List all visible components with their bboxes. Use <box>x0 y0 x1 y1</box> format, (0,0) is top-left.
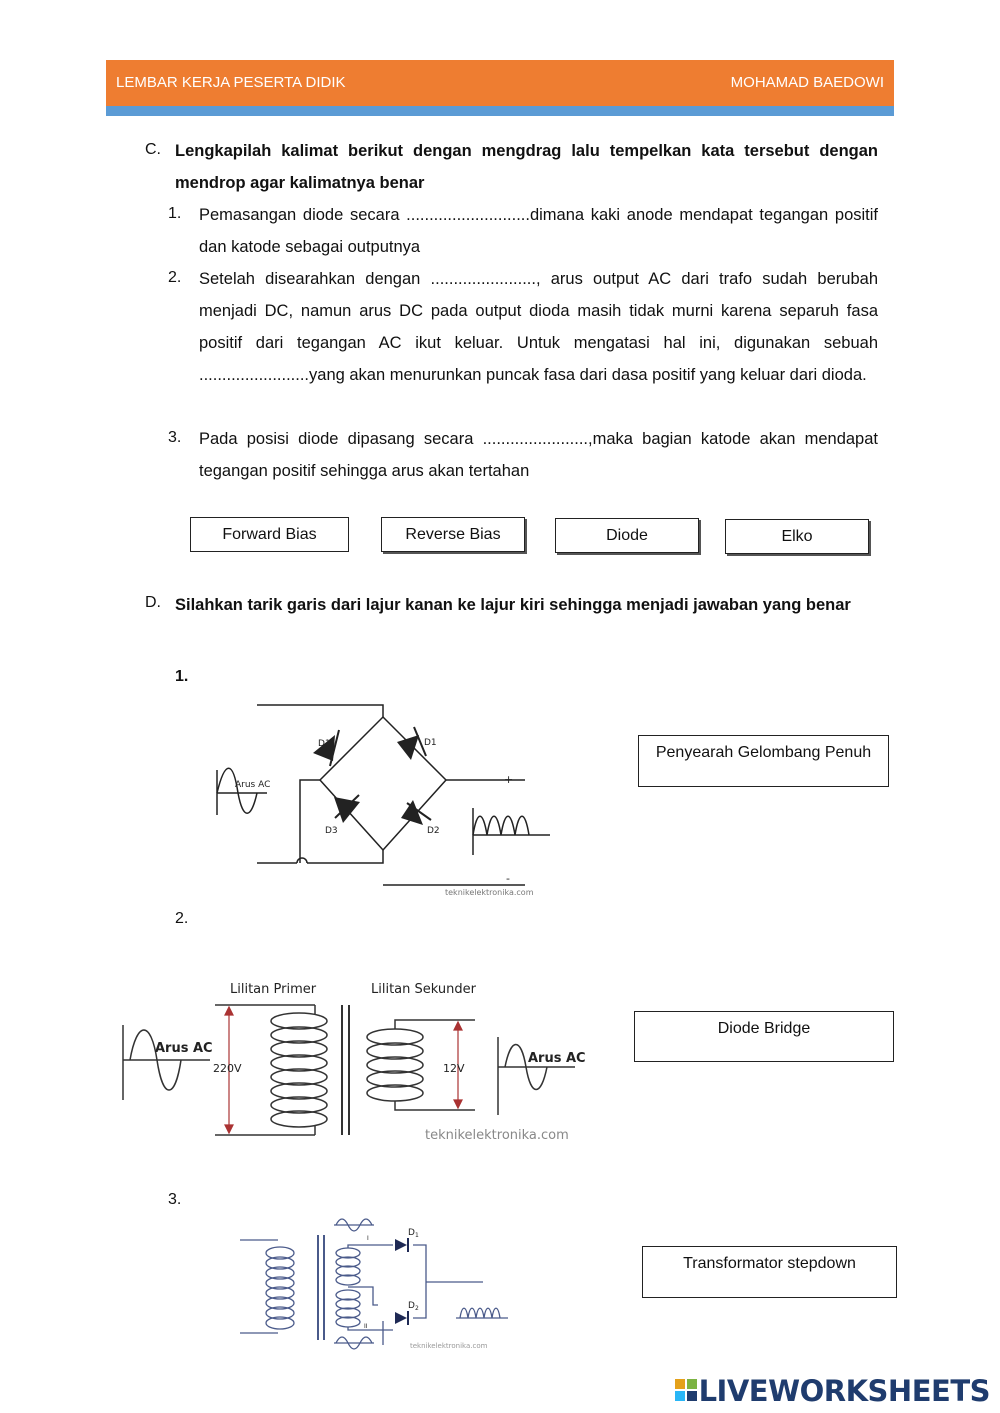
label-d3: D3 <box>325 826 338 836</box>
drag-option-reverse-bias[interactable]: Reverse Bias <box>381 517 525 552</box>
watermark-1: teknikelektronika.com <box>445 888 534 897</box>
diagram-bridge-rectifier <box>205 690 575 905</box>
header-title: LEMBAR KERJA PESERTA DIDIK <box>116 74 346 91</box>
drag-option-forward-bias[interactable]: Forward Bias <box>190 517 349 552</box>
section-c-title: Lengkapilah kalimat berikut dengan mengdrag lalu tempelkan kata tersebut dengan mendrop agar kalimatnya benar <box>175 142 878 192</box>
label-d2: $D_2$ <box>408 1301 419 1312</box>
section-d-title: Silahkan tarik garis dari lajur kanan ke lajur kiri sehingga menjadi jawaban yang benar <box>175 596 851 614</box>
watermark-3: teknikelektronika.com <box>410 1342 488 1350</box>
answer-diode-bridge[interactable]: Diode Bridge <box>634 1011 894 1062</box>
label-winding-1: I <box>367 1235 369 1242</box>
header-accent-bar <box>106 106 894 116</box>
item-2-text: Setelah disearahkan dengan ......................., arus output AC dari trafo sudah berubah menjadi DC, namun arus DC pada output dioda masih tidak murni karena separuh fasa positif dari tegangan AC ikut keluar. Untuk mengatasi hal ini, digunakan sebuah ........................yang akan menurunkan puncak fasa dari dasa positif yang keluar dari dioda. <box>199 270 878 384</box>
item-3-number: 3. <box>168 429 182 446</box>
diagram-1-number: 1. <box>175 668 189 685</box>
item-2-number: 2. <box>168 269 182 286</box>
label-lilitan-sekunder: Lilitan Sekunder <box>371 982 476 997</box>
item-1-text: Pemasangan diode secara ...........................dimana kaki anode mendapat tegangan positif dan katode sebagai outputnya <box>199 206 878 256</box>
label-d2: D2 <box>427 826 440 836</box>
liveworksheets-logo-icon <box>675 1379 697 1401</box>
answer-penyearah-gelombang-penuh[interactable]: Penyearah Gelombang Penuh <box>638 735 889 787</box>
label-arus-ac-left: Arus AC <box>155 1041 213 1056</box>
label-arus-ac: Arus AC <box>235 780 271 790</box>
section-c-letter: C. <box>145 141 161 158</box>
section-d-letter: D. <box>145 594 161 611</box>
item-1-number: 1. <box>168 205 182 222</box>
label-d1: $D_1$ <box>408 1228 419 1239</box>
diagram-2-number: 2. <box>175 910 189 927</box>
diagram-center-tap-rectifier <box>238 1215 528 1355</box>
label-d1-right: D1 <box>424 738 437 748</box>
watermark-2: teknikelektronika.com <box>425 1128 569 1143</box>
label-lilitan-primer: Lilitan Primer <box>230 982 317 997</box>
item-3-text: Pada posisi diode dipasang secara .......................,maka bagian katode akan mendapat tegangan positif sehingga arus akan tertahan <box>199 430 878 480</box>
diagram-3-number: 3. <box>168 1191 182 1208</box>
liveworksheets-logo-text: LIVEWORKSHEETS <box>698 1374 990 1408</box>
answer-transformator-stepdown[interactable]: Transformator stepdown <box>642 1246 897 1298</box>
drag-option-diode[interactable]: Diode <box>555 518 699 553</box>
drag-option-elko[interactable]: Elko <box>725 519 869 554</box>
header-author: MOHAMAD BAEDOWI <box>730 74 884 91</box>
label-winding-2: II <box>364 1323 368 1330</box>
label-arus-ac-right: Arus AC <box>528 1051 586 1066</box>
liveworksheets-logo <box>675 1374 990 1410</box>
label-12v: 12V <box>443 1062 465 1075</box>
page-header <box>106 60 894 106</box>
label-220v: 220V <box>213 1062 242 1075</box>
label-plus: + <box>504 773 514 786</box>
diagram-transformer <box>115 975 595 1150</box>
label-d1-left: D1 <box>318 739 331 749</box>
label-minus: - <box>506 872 510 885</box>
